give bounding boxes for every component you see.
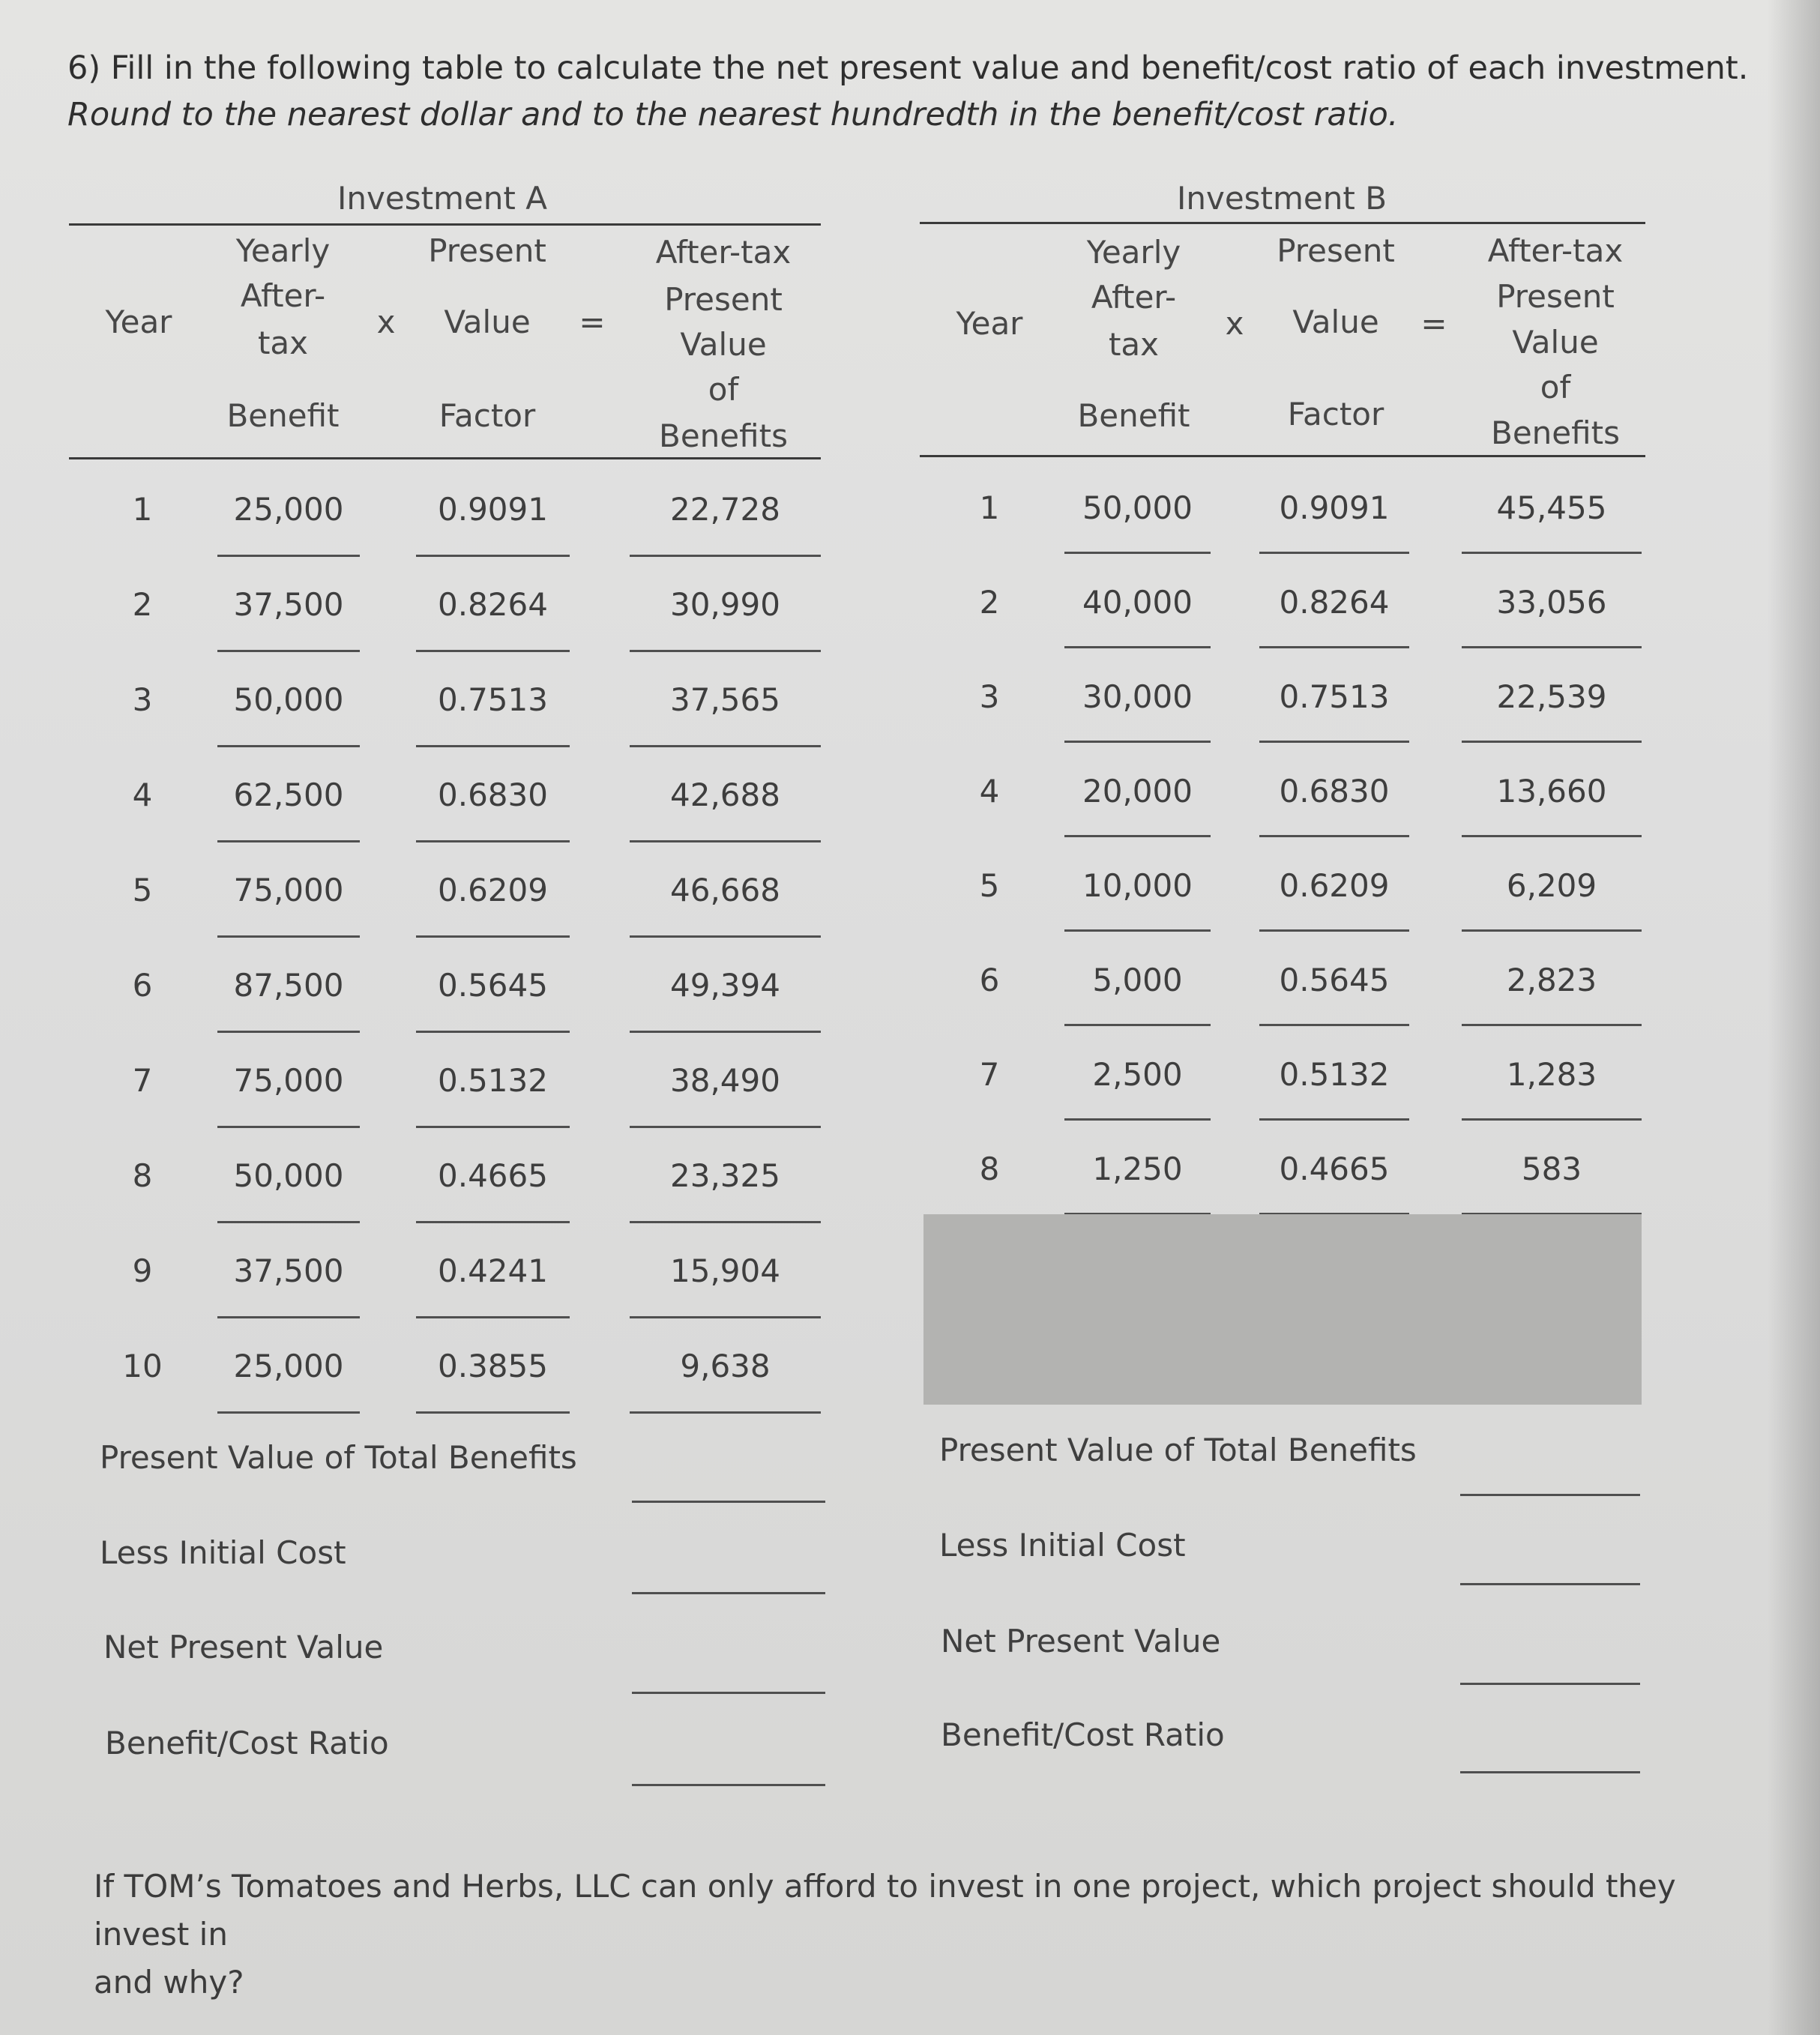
benefit-cell: 62,500 (233, 777, 344, 813)
a-header-yearly: Yearly (235, 232, 331, 269)
benefit-cell: 37,500 (233, 1252, 344, 1289)
b-header-benefit: Benefit (1077, 397, 1190, 434)
b-header-equals: = (1420, 305, 1447, 342)
a-header-after: After- (240, 277, 326, 314)
investment-b-shaded-area (923, 1214, 1642, 1405)
year-cell: 1 (979, 489, 1000, 526)
benefit-cell-underline (1064, 741, 1211, 743)
benefit-cell-underline (1064, 1118, 1211, 1121)
year-cell: 3 (979, 678, 1000, 715)
year-cell: 6 (979, 962, 1000, 998)
pv-cell: 6,209 (1506, 867, 1597, 904)
year-cell: 10 (122, 1348, 163, 1384)
a-header-times: x (376, 304, 396, 340)
factor-cell-underline (416, 650, 570, 652)
pv-cell-underline (1462, 646, 1642, 648)
year-cell: 2 (979, 584, 1000, 621)
factor-cell: 0.5132 (1279, 1056, 1390, 1093)
benefit-cell-underline (217, 935, 360, 938)
b-header-yearly: Yearly (1086, 234, 1181, 271)
b-header-after: After- (1091, 279, 1177, 316)
factor-cell-underline (416, 555, 570, 557)
pv-cell-underline (1462, 741, 1642, 743)
b-header-of: of (1540, 369, 1571, 406)
a-header-benefits: Benefits (659, 417, 788, 454)
instructions-line-1: 6) Fill in the following table to calculate the net present value and benefit/cost ratio of each investment. (67, 49, 1749, 87)
a-header-year: Year (105, 304, 172, 340)
benefit-cell-underline (217, 1126, 360, 1128)
factor-cell: 0.3855 (438, 1348, 548, 1384)
pv-cell: 22,728 (670, 491, 780, 528)
pv-cell-underline (630, 1316, 821, 1318)
factor-cell: 0.5645 (438, 967, 548, 1004)
a-header-value: Value (444, 304, 531, 340)
a-header-tax: tax (257, 325, 309, 361)
b-npv-label: Net Present Value (941, 1623, 1221, 1659)
a-bc-ratio-blank[interactable] (632, 1784, 825, 1786)
factor-cell-underline (416, 1411, 570, 1414)
pv-cell: 37,565 (670, 681, 780, 718)
year-cell: 7 (132, 1062, 153, 1099)
question-line-2: and why? (94, 1964, 244, 2001)
benefit-cell: 30,000 (1082, 678, 1193, 715)
factor-cell: 0.5645 (1279, 962, 1390, 998)
pv-cell-underline (630, 1031, 821, 1033)
b-header-present: Present (1277, 232, 1395, 269)
benefit-cell-underline (217, 650, 360, 652)
a-header-factor: Factor (439, 397, 536, 434)
factor-cell: 0.8264 (1279, 584, 1390, 621)
pv-cell-underline (630, 935, 821, 938)
year-cell: 1 (132, 491, 153, 528)
factor-cell: 0.4241 (438, 1252, 548, 1289)
year-cell: 8 (132, 1157, 153, 1194)
factor-cell-underline (416, 1221, 570, 1223)
benefit-cell: 20,000 (1082, 773, 1193, 810)
benefit-cell-underline (217, 1316, 360, 1318)
factor-cell: 0.5132 (438, 1062, 548, 1099)
b-header-tax: tax (1108, 326, 1160, 363)
factor-cell: 0.4665 (438, 1157, 548, 1194)
a-npv-label: Net Present Value (103, 1629, 384, 1665)
pv-cell: 38,490 (670, 1062, 780, 1099)
benefit-cell: 10,000 (1082, 867, 1193, 904)
b-header-value: Value (1292, 304, 1379, 340)
investment-b-header-rule (920, 455, 1645, 457)
year-cell: 5 (132, 872, 153, 908)
year-cell: 7 (979, 1056, 1000, 1093)
benefit-cell: 37,500 (233, 586, 344, 623)
benefit-cell: 40,000 (1082, 584, 1193, 621)
benefit-cell: 50,000 (233, 1157, 344, 1194)
pv-cell: 30,990 (670, 586, 780, 623)
benefit-cell-underline (217, 1221, 360, 1223)
year-cell: 5 (979, 867, 1000, 904)
investment-a-title: Investment A (337, 180, 547, 217)
factor-cell-underline (416, 1126, 570, 1128)
benefit-cell-underline (217, 555, 360, 557)
factor-cell: 0.6830 (438, 777, 548, 813)
pv-cell: 49,394 (670, 967, 780, 1004)
benefit-cell: 1,250 (1092, 1151, 1183, 1187)
pv-cell: 2,823 (1506, 962, 1597, 998)
benefit-cell: 50,000 (233, 681, 344, 718)
factor-cell-underline (1259, 646, 1409, 648)
b-header-present-2: Present (1496, 278, 1615, 315)
b-header-aftertax: After-tax (1487, 232, 1624, 269)
pv-cell: 1,283 (1506, 1056, 1597, 1093)
a-bc-ratio-label: Benefit/Cost Ratio (105, 1725, 389, 1761)
benefit-cell: 25,000 (233, 491, 344, 528)
pv-cell: 45,455 (1496, 489, 1607, 526)
pv-cell: 583 (1521, 1151, 1582, 1187)
a-header-of: of (708, 371, 739, 408)
benefit-cell-underline (217, 840, 360, 842)
pv-cell-underline (1462, 552, 1642, 554)
a-header-benefit: Benefit (226, 397, 340, 434)
factor-cell-underline (416, 840, 570, 842)
benefit-cell-underline (1064, 835, 1211, 837)
b-npv-blank[interactable] (1460, 1683, 1640, 1685)
instructions-line-2: Round to the nearest dollar and to the nearest hundredth in the benefit/cost ratio. (67, 96, 1399, 133)
benefit-cell-underline (217, 1031, 360, 1033)
factor-cell: 0.8264 (438, 586, 548, 623)
pv-cell: 9,638 (680, 1348, 771, 1384)
factor-cell: 0.6209 (438, 872, 548, 908)
b-header-times: x (1225, 305, 1244, 342)
factor-cell: 0.6830 (1279, 773, 1390, 810)
factor-cell-underline (1259, 1024, 1409, 1026)
b-header-value-2: Value (1512, 324, 1599, 361)
b-header-factor: Factor (1287, 396, 1384, 432)
factor-cell-underline (1259, 1118, 1409, 1121)
a-pv-total-label: Present Value of Total Benefits (100, 1439, 577, 1476)
a-npv-blank[interactable] (632, 1692, 825, 1694)
factor-cell: 0.6209 (1279, 867, 1390, 904)
pv-cell-underline (1462, 929, 1642, 932)
pv-cell-underline (630, 745, 821, 747)
pv-cell-underline (630, 840, 821, 842)
pv-cell: 13,660 (1496, 773, 1607, 810)
b-initial-cost-blank[interactable] (1460, 1583, 1640, 1585)
factor-cell-underline (416, 1316, 570, 1318)
year-cell: 2 (132, 586, 153, 623)
benefit-cell: 5,000 (1092, 962, 1183, 998)
b-header-year: Year (956, 305, 1023, 342)
pv-cell: 23,325 (670, 1157, 780, 1194)
investment-b-title: Investment B (1176, 180, 1387, 217)
year-cell: 6 (132, 967, 153, 1004)
benefit-cell: 75,000 (233, 872, 344, 908)
year-cell: 9 (132, 1252, 153, 1289)
factor-cell: 0.4665 (1279, 1151, 1390, 1187)
benefit-cell-underline (1064, 929, 1211, 932)
benefit-cell-underline (1064, 1024, 1211, 1026)
benefit-cell-underline (217, 745, 360, 747)
pv-cell-underline (1462, 1118, 1642, 1121)
factor-cell: 0.7513 (438, 681, 548, 718)
pv-cell-underline (1462, 1024, 1642, 1026)
page-edge-shadow (1768, 0, 1820, 2035)
b-pv-total-blank[interactable] (1460, 1494, 1640, 1496)
pv-cell: 33,056 (1496, 584, 1607, 621)
factor-cell-underline (416, 935, 570, 938)
benefit-cell-underline (1064, 552, 1211, 554)
year-cell: 4 (979, 773, 1000, 810)
year-cell: 3 (132, 681, 153, 718)
a-initial-cost-label: Less Initial Cost (100, 1534, 346, 1571)
b-initial-cost-label: Less Initial Cost (939, 1527, 1186, 1564)
benefit-cell: 75,000 (233, 1062, 344, 1099)
pv-cell-underline (1462, 835, 1642, 837)
pv-cell-underline (630, 1126, 821, 1128)
factor-cell-underline (1259, 929, 1409, 932)
a-header-present: Present (428, 232, 546, 269)
pv-cell-underline (630, 1411, 821, 1414)
instructions (67, 45, 1754, 138)
investment-a-header-rule (69, 457, 821, 459)
factor-cell: 0.9091 (1279, 489, 1390, 526)
b-bc-ratio-label: Benefit/Cost Ratio (941, 1716, 1225, 1753)
investment-b-top-rule (920, 222, 1645, 224)
pv-cell: 15,904 (670, 1252, 780, 1289)
factor-cell: 0.9091 (438, 491, 548, 528)
b-pv-total-label: Present Value of Total Benefits (939, 1432, 1417, 1468)
factor-cell-underline (416, 1031, 570, 1033)
year-cell: 8 (979, 1151, 1000, 1187)
a-header-present-2: Present (664, 281, 783, 318)
pv-cell-underline (630, 1221, 821, 1223)
factor-cell-underline (1259, 741, 1409, 743)
pv-cell: 42,688 (670, 777, 780, 813)
pv-cell-underline (630, 555, 821, 557)
question-line-1: If TOM’s Tomatoes and Herbs, LLC can only afford to invest in one project, which project should they invest in (94, 1868, 1676, 1953)
investment-a-top-rule (69, 223, 821, 226)
pv-cell: 22,539 (1496, 678, 1607, 715)
pv-cell-underline (630, 650, 821, 652)
a-header-value-2: Value (680, 326, 767, 363)
factor-cell-underline (416, 745, 570, 747)
a-pv-total-blank[interactable] (632, 1501, 825, 1503)
benefit-cell: 87,500 (233, 967, 344, 1004)
b-header-benefits: Benefits (1491, 414, 1620, 451)
factor-cell: 0.7513 (1279, 678, 1390, 715)
benefit-cell-underline (1064, 646, 1211, 648)
benefit-cell: 2,500 (1092, 1056, 1183, 1093)
factor-cell-underline (1259, 552, 1409, 554)
pv-cell: 46,668 (670, 872, 780, 908)
question (94, 1863, 1765, 2007)
a-header-aftertax: After-tax (655, 234, 792, 271)
a-header-equals: = (579, 304, 606, 340)
a-initial-cost-blank[interactable] (632, 1592, 825, 1594)
year-cell: 4 (132, 777, 153, 813)
benefit-cell: 50,000 (1082, 489, 1193, 526)
benefit-cell-underline (217, 1411, 360, 1414)
factor-cell-underline (1259, 835, 1409, 837)
b-bc-ratio-blank[interactable] (1460, 1771, 1640, 1773)
benefit-cell: 25,000 (233, 1348, 344, 1384)
